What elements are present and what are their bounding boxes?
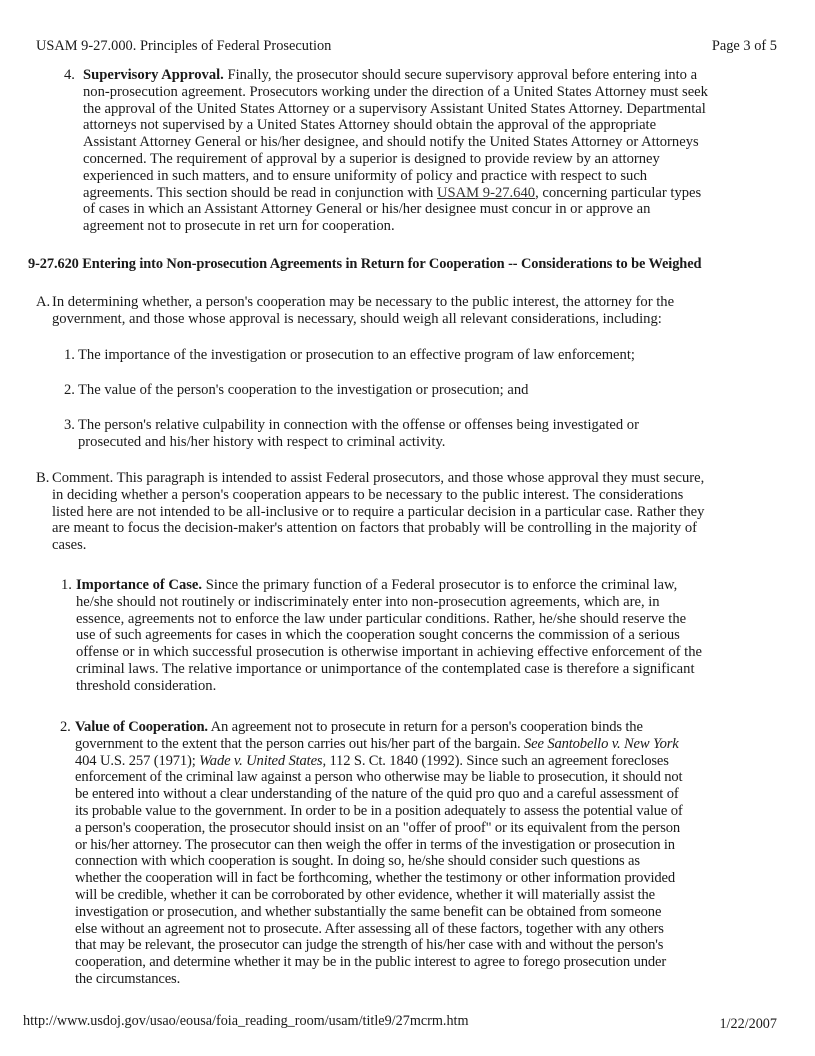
- text-line: criminal laws. The relative importance or unimportance of the contemplated case is therefore a significant: [76, 660, 695, 677]
- text-line: in deciding whether a person's cooperation appears to be necessary to the public interest. The considerations: [52, 486, 684, 503]
- text-line: be entered into without a clear understanding of the nature of the quid pro quo and a careful assessment of: [75, 786, 679, 803]
- text-line: investigation or prosecution, and whether substantially the same benefit can be obtained from someone: [75, 903, 662, 920]
- list-number: 2.: [60, 719, 71, 735]
- text-line: will be credible, whether it can be corroborated by other evidence, whether it will materially assist the: [75, 886, 655, 903]
- list-number: 3.: [64, 417, 75, 433]
- text-line: threshold consideration.: [76, 677, 217, 694]
- text-line: enforcement of the criminal law against a person who otherwise may be liable to prosecution, it should not: [75, 769, 683, 786]
- text-line: [83, 67, 708, 84]
- paragraph-b-comment: [36, 470, 705, 554]
- text-line: a person's cooperation, the prosecutor should insist on an "offer of proof" or its equivalent from the person: [75, 819, 681, 836]
- text-line: the circumstances.: [75, 970, 181, 987]
- text-line: The person's relative culpability in connection with the offense or offenses being investigated or: [78, 417, 639, 433]
- text-line: use of such agreements for cases in which the cooperation sought concerns the commission of a serious: [76, 627, 680, 644]
- text-segment: government to the extent that the person carries out his/her part of the bargain.: [75, 735, 525, 752]
- text-line: connection with which cooperation is sought. In doing so, he/she should consider such questions as: [75, 853, 640, 870]
- paragraph-a: [36, 294, 675, 328]
- text-line: the approval of the United States Attorney or a supervisory Assistant United States Attorney. Departmental: [83, 100, 706, 117]
- text-line: [76, 577, 702, 594]
- text-line: concerned. The requirement of approval by a superior is designed to provide review by an attorney: [83, 150, 660, 167]
- list-number: A.: [36, 294, 51, 310]
- text-line: offense or in which successful prosecution is otherwise important in achieving effective enforcement of the: [76, 644, 702, 661]
- text-line: experienced in such matters, and to ensure uniformity of policy and practice with respect to such: [83, 167, 648, 184]
- text-line: cooperation, and determine whether it may be in the public interest to agree to forego prosecution under: [75, 954, 667, 971]
- text-line: In determining whether, a person's cooperation may be necessary to the public interest, the attorney for the: [52, 294, 675, 310]
- text-segment: Since the primary function of a Federal prosecutor is to enforce the criminal law,: [202, 577, 678, 593]
- text-segment: An agreement not to prosecute in return for a person's cooperation binds the: [207, 719, 643, 735]
- text-line: are meant to focus the decision-maker's attention on factors that probably will be controlling in the majority of: [52, 520, 697, 537]
- text-line: non-prosecution agreement. Prosecutors working under the direction of a United States Attorney must seek: [83, 83, 708, 100]
- section-heading: 9-27.620 Entering into Non-prosecution Agreements in Return for Cooperation -- Considerations to be Weighed: [28, 256, 702, 272]
- text-line: [83, 185, 708, 202]
- text-line: Comment. This paragraph is intended to assist Federal prosecutors, and those whose approval they must secure,: [52, 470, 705, 486]
- text-line: its probable value to the government. In order to be in a position adequately to assess the potential value of: [75, 802, 683, 819]
- list-number: 4.: [64, 67, 75, 83]
- list-item-importance-of-case: [61, 577, 702, 695]
- case-citation: Wade v. United States: [199, 752, 323, 769]
- text-line: that may be relevant, the prosecutor can judge the strength of his/her case with and without the person's: [75, 937, 664, 954]
- item-title: Supervisory Approval.: [83, 67, 224, 83]
- paragraph-supervisory-approval: [64, 67, 708, 235]
- text-line: The value of the person's cooperation to the investigation or prosecution; and: [78, 382, 529, 398]
- item-title: Importance of Case.: [76, 577, 203, 593]
- text-line: attorneys not supervised by a United States Attorney should obtain the approval of the appropriate: [83, 117, 657, 134]
- text-line: Assistant Attorney General or his/her designee, and should notify the United States Attorney or Attorneys: [83, 134, 699, 151]
- page-number: Page 3 of 5: [711, 38, 777, 54]
- text-line: else without an agreement not to prosecute. After assessing all of these factors, together with any others: [75, 920, 664, 937]
- text-segment: Finally, the prosecutor should secure supervisory approval before entering into a: [223, 67, 698, 83]
- text-line: agreement not to prosecute in ret urn for cooperation.: [83, 218, 395, 235]
- footer-url: http://www.usdoj.gov/usao/eousa/foia_reading_room/usam/title9/27mcrm.htm: [23, 1013, 469, 1029]
- text-line: of cases in which an Assistant Attorney General or his/her designee must concur in or approve an: [83, 201, 651, 218]
- list-number: B.: [36, 470, 50, 486]
- list-number: 1.: [61, 577, 72, 593]
- text-line: The importance of the investigation or prosecution to an effective program of law enforcement;: [78, 347, 635, 363]
- text-line: essence, agreements not to enforce the law under particular conditions. Rather, he/she should reserve the: [76, 610, 687, 627]
- document-title: USAM 9-27.000. Principles of Federal Prosecution: [36, 38, 332, 54]
- text-line: government, and those whose approval is necessary, should weigh all relevant considerations, including:: [52, 310, 662, 327]
- text-line: he/she should not routinely or indiscriminately enter into non-prosecution agreements, which are, in: [76, 593, 660, 610]
- text-segment: , concerning particular types: [535, 184, 702, 201]
- text-line: [75, 719, 683, 736]
- list-item-a3: [64, 417, 639, 451]
- list-number: 1.: [64, 347, 75, 363]
- text-segment: agreements. This section should be read in conjunction with: [83, 184, 437, 201]
- text-line: listed here are not intended to be all-inclusive or to require a particular decision in a particular case. Rather they: [52, 503, 705, 520]
- list-item-a2: [64, 382, 529, 399]
- footer-date: 1/22/2007: [719, 1016, 777, 1032]
- list-number: 2.: [64, 382, 75, 398]
- text-line: cases.: [52, 537, 87, 554]
- item-title: Value of Cooperation.: [75, 719, 208, 735]
- text-line: or his/her attorney. The prosecutor can then weigh the offer in terms of the investigation or prosecution in: [75, 836, 675, 853]
- text-segment: , 112 S. Ct. 1840 (1992). Since such an agreement forecloses: [322, 752, 669, 769]
- text-segment: 404 U.S. 257 (1971);: [75, 752, 200, 769]
- text-line: [75, 753, 683, 770]
- usam-link[interactable]: USAM 9-27.640: [436, 184, 536, 201]
- text-line: whether the cooperation will in fact be forthcoming, whether the testimony or other information provided: [75, 870, 675, 887]
- text-line: [75, 736, 683, 753]
- text-line: prosecuted and his/her history with respect to criminal activity.: [78, 433, 446, 450]
- list-item-a1: [64, 347, 635, 364]
- case-citation: See Santobello v. New York: [524, 735, 679, 752]
- list-item-value-of-cooperation: [60, 719, 683, 988]
